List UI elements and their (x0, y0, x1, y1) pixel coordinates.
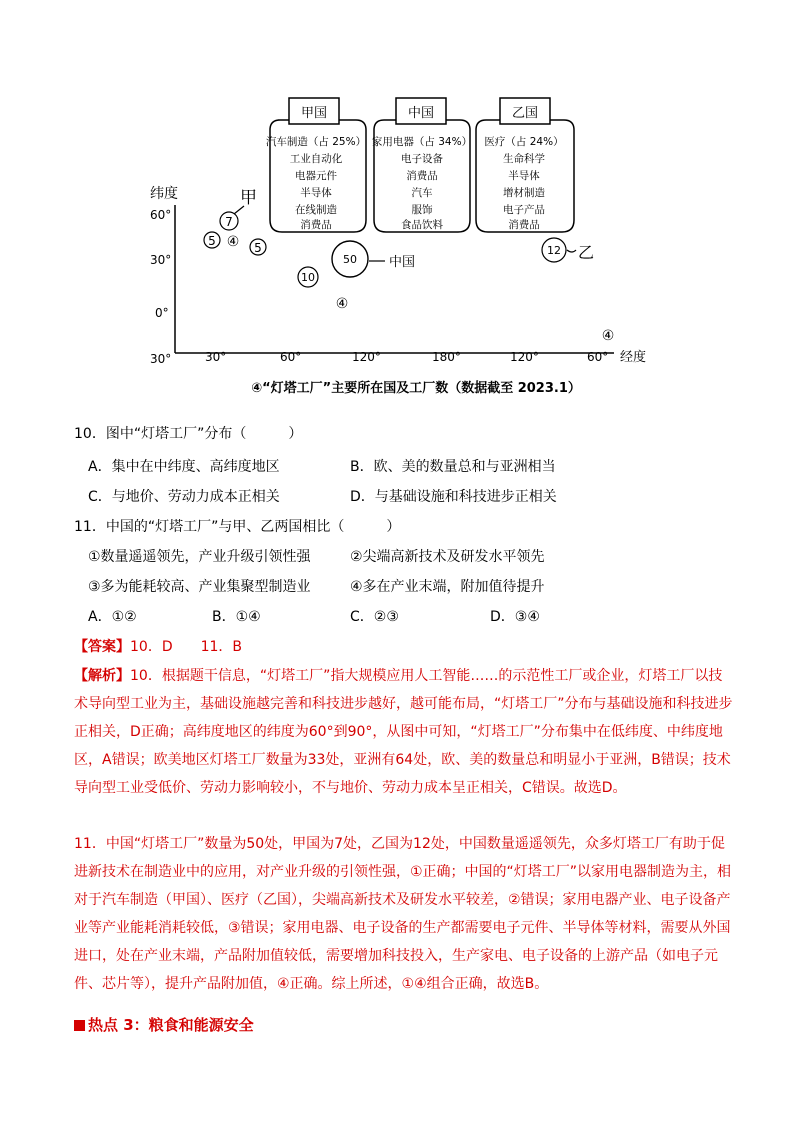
box-jia-item: 汽车制造（占 25%） (265, 136, 367, 148)
marker-china: 中国 (389, 255, 416, 270)
marker-jia: 甲 (240, 188, 257, 208)
y-axis-label: 纬度 (150, 186, 178, 202)
box-jia-item: 工业自动化 (289, 153, 343, 165)
figure-caption: ④“灯塔工厂”主要所在国及工厂数（数据截至 2023.1） (251, 381, 581, 396)
box-yi-item: 消费品 (508, 219, 540, 231)
svg-text:④: ④ (226, 234, 240, 250)
svg-text:④: ④ (601, 328, 615, 344)
q10-option-b: B．欧、美的数量总和与亚洲相当 (350, 459, 556, 475)
box-china-item: 电子设备 (401, 153, 443, 165)
circle-marker (336, 296, 349, 312)
box-yi-item: 增材制造 (503, 187, 545, 199)
svg-text:5: 5 (254, 241, 262, 255)
box-china-item: 消费品 (406, 170, 438, 182)
x-tick: 60° (280, 350, 302, 364)
x-axis-label: 经度 (620, 350, 647, 365)
box-yi-item: 生命科学 (503, 153, 545, 165)
box-jia-item: 电器元件 (295, 170, 337, 182)
x-tick: 30° (205, 350, 227, 364)
q11-option-d: D．③④ (490, 609, 540, 625)
q10-option-a: A．集中在中纬度、高纬度地区 (88, 459, 280, 475)
q11-statement-3: ③多为能耗较高、产业集聚型制造业 (88, 579, 311, 595)
box-yi-title: 乙国 (511, 106, 539, 121)
answer-line (74, 637, 242, 657)
x-tick: 60° (587, 350, 609, 364)
box-jia-item: 在线制造 (295, 204, 337, 216)
marker-yi-leader (567, 250, 576, 252)
analysis-10 (74, 662, 734, 802)
lighthouse-factory-figure (0, 0, 800, 405)
box-yi (476, 98, 574, 232)
q11-option-c: C．②③ (350, 609, 399, 625)
box-jia (266, 98, 366, 232)
analysis-10-text: 10．根据题干信息，“灯塔工厂”指大规模应用人工智能……的示范性工厂或企业，灯塔工厂以技术导向型工业为主，基础设施越完善和科技进步越好，越可能布局，“灯塔工厂”分布与基础设施和科技进步正相关，D正确；高纬度地区的纬度为60°到90°，从图中可知，“灯塔工厂”分布集中在低纬度、中纬度地区，A错误；欧美地区灯塔工厂数量为33处，亚洲有64处，欧、美的数量总和明显小于亚洲，B错误；技术导向型工业受低价、劳动力影响较小，不与地价、劳动力成本呈正相关，C错误。故选D。 (74, 668, 733, 796)
section-heading (74, 1014, 254, 1035)
x-tick: 180° (432, 350, 461, 364)
circle-marker (250, 239, 266, 255)
circle-marker (298, 267, 318, 287)
marker-jia-leader (234, 206, 244, 214)
circle-marker (227, 234, 240, 250)
analysis-tag: 【解析】 (74, 668, 130, 684)
svg-text:10: 10 (301, 271, 315, 284)
circle-marker (204, 232, 220, 248)
y-tick: 30° (150, 352, 172, 366)
square-icon (74, 1020, 85, 1031)
svg-text:7: 7 (225, 215, 233, 229)
y-tick: 30° (150, 253, 172, 267)
x-tick: 120° (352, 350, 381, 364)
box-china-title: 中国 (407, 106, 435, 121)
q10-option-c: C．与地价、劳动力成本正相关 (88, 489, 280, 505)
circle-marker-yi (542, 238, 566, 262)
q11-statement-1: ①数量遥遥领先，产业升级引领性强 (88, 549, 311, 565)
box-china-item: 服饰 (411, 204, 433, 216)
box-china-item: 家用电器（占 34%） (371, 136, 473, 148)
q10-stem: 10．图中“灯塔工厂”分布（ ） (74, 426, 303, 442)
q11-stem: 11．中国的“灯塔工厂”与甲、乙两国相比（ ） (74, 519, 401, 535)
svg-text:50: 50 (343, 253, 357, 266)
q11-statement-2: ②尖端高新技术及研发水平领先 (350, 549, 545, 565)
box-jia-item: 消费品 (300, 219, 332, 231)
answer-text: 10．D 11．B (130, 639, 243, 655)
box-jia-item: 半导体 (300, 187, 332, 199)
circle-marker (220, 212, 238, 230)
answer-tag: 【答案】 (74, 639, 130, 655)
marker-yi: 乙 (578, 243, 595, 262)
circle-marker (602, 328, 615, 344)
x-tick: 120° (510, 350, 539, 364)
box-yi-item: 医疗（占 24%） (484, 136, 564, 148)
y-tick: 0° (155, 306, 169, 320)
y-tick: 60° (150, 208, 172, 222)
svg-text:④: ④ (335, 296, 349, 312)
box-jia-title: 甲国 (300, 106, 328, 121)
q10-option-d: D．与基础设施和科技进步正相关 (350, 489, 557, 505)
q11-statement-4: ④多在产业末端，附加值待提升 (350, 579, 545, 595)
q11-option-b: B．①④ (212, 609, 261, 625)
box-china-item: 食品饮料 (401, 219, 443, 231)
svg-text:12: 12 (547, 244, 561, 257)
q11-option-a: A．①② (88, 609, 137, 625)
analysis-11-text: 11．中国“灯塔工厂”数量为50处，甲国为7处，乙国为12处，中国数量遥遥领先，众多灯塔工厂有助于促进新技术在制造业中的应用，对产业升级的引领性强，①正确；中国的“灯塔工厂”以家用电器制造为主，相对于汽车制造（甲国）、医疗（乙国），尖端高新技术及研发水平较差，②错误；家用电器产业、电子设备产业等产业能耗消耗较低，③错误；家用电器、电子设备的生产都需要电子元件、半导体等材料，需要从外国进口，处在产业末端，产品附加值较低，需要增加科技投入，生产家电、电子设备的上游产品（如电子元件、芯片等），提升产品附加值，④正确。综上所述，①④组合正确，故选B。 (74, 836, 732, 992)
circle-marker-china (332, 241, 368, 277)
svg-text:5: 5 (208, 234, 216, 248)
box-yi-item: 电子产品 (503, 204, 545, 216)
box-yi-item: 半导体 (508, 170, 540, 182)
analysis-11 (74, 830, 734, 998)
box-china (372, 98, 472, 232)
section-title: 热点 3：粮食和能源安全 (88, 1016, 254, 1034)
box-china-item: 汽车 (411, 187, 433, 199)
